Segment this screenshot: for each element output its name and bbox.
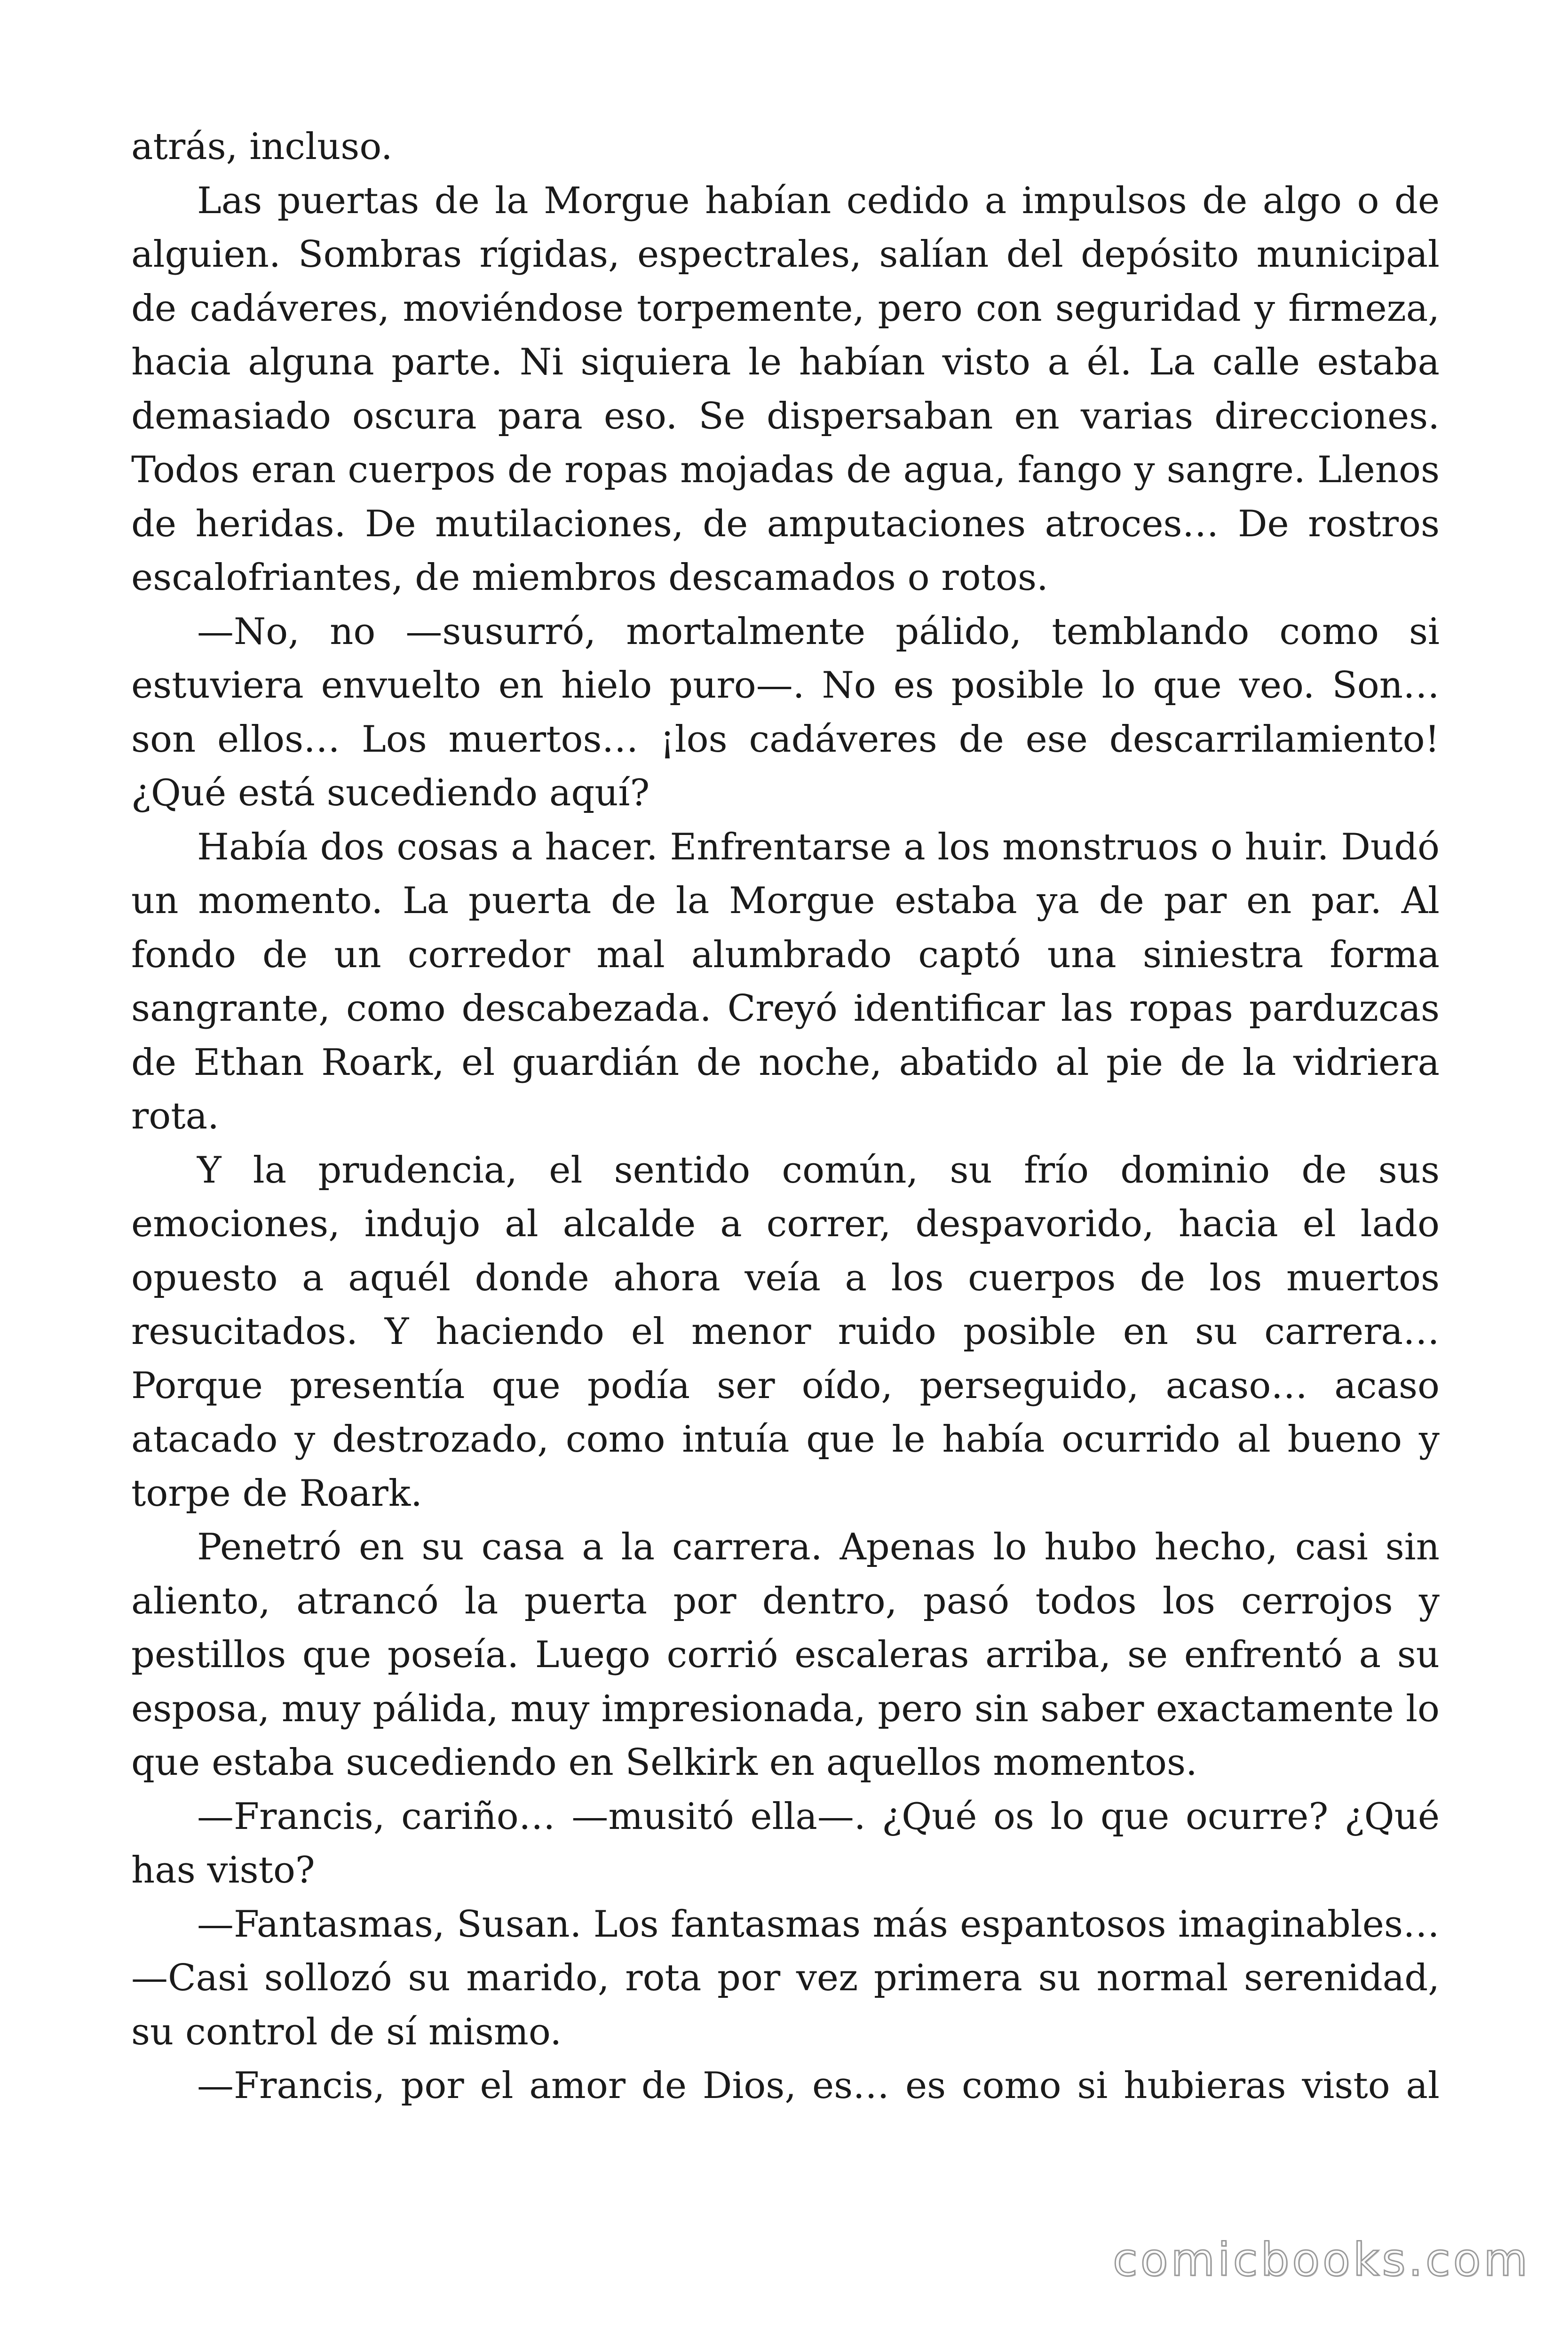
- watermark-logo: comicbooks.com: [1112, 2233, 1530, 2286]
- paragraph-2: Las puertas de la Morgue habían cedido a impulsos de algo o de alguien. Sombras rígidas, espectrales, salían del depósito municipal de cadáveres, moviéndose torpemente, pero con seguridad y firmeza, hacia alguna parte. Ni siquiera le habían visto a él. La calle estaba demasiado oscura para eso. Se dispersaban en varias direcciones. Todos eran cuerpos de ropas mojadas de agua, fango y sangre. Llenos de heridas. De mutilaciones, de amputaciones atroces… De rostros escalofriantes, de miembros descamados o rotos.: [131, 179, 1440, 599]
- paragraph-7: —Francis, cariño… —musitó ella—. ¿Qué os lo que ocurre? ¿Qué has visto?: [131, 1795, 1440, 1891]
- paragraph-5: Y la prudencia, el sentido común, su frío dominio de sus emociones, indujo al alcalde a correr, despavorido, hacia el lado opuesto a aquél donde ahora veía a los cuerpos de los muertos resucitados. Y haciendo el menor ruido posible en su carrera… Porque presentía que podía ser oído, perseguido, acaso… acaso atacado y destrozado, como intuía que le había ocurrido al bueno y torpe de Roark.: [131, 1149, 1440, 1515]
- paragraph-9: —Francis, por el amor de Dios, es… es como si hubieras visto al: [197, 2065, 1440, 2107]
- paragraph-8: —Fantasmas, Susan. Los fantasmas más espantosos imaginables… —Casi sollozó su marido, rota por vez primera su normal serenidad, su control de sí mismo.: [131, 1903, 1440, 2053]
- paragraph-1: atrás, incluso.: [131, 126, 393, 168]
- body-text: [131, 120, 1440, 2113]
- paragraph-4: Había dos cosas a hacer. Enfrentarse a los monstruos o huir. Dudó un momento. La puerta de la Morgue estaba ya de par en par. Al fondo de un corredor mal alumbrado captó una siniestra forma sangrante, como descabezada. Creyó identificar las ropas parduzcas de Ethan Roark, el guardián de noche, abatido al pie de la vidriera rota.: [131, 826, 1440, 1137]
- paragraph-3: —No, no —susurró, mortalmente pálido, temblando como si estuviera envuelto en hielo puro—. No es posible lo que veo. Son… son ellos… Los muertos… ¡los cadáveres de ese descarrilamiento! ¿Qué está sucediendo aquí?: [131, 610, 1440, 814]
- paragraph-6: Penetró en su casa a la carrera. Apenas lo hubo hecho, casi sin aliento, atrancó la puerta por dentro, pasó todos los cerrojos y pestillos que poseía. Luego corrió escaleras arriba, se enfrentó a su esposa, muy pálida, muy impresionada, pero sin saber exactamente lo que estaba sucediendo en Selkirk en aquellos momentos.: [131, 1526, 1440, 1784]
